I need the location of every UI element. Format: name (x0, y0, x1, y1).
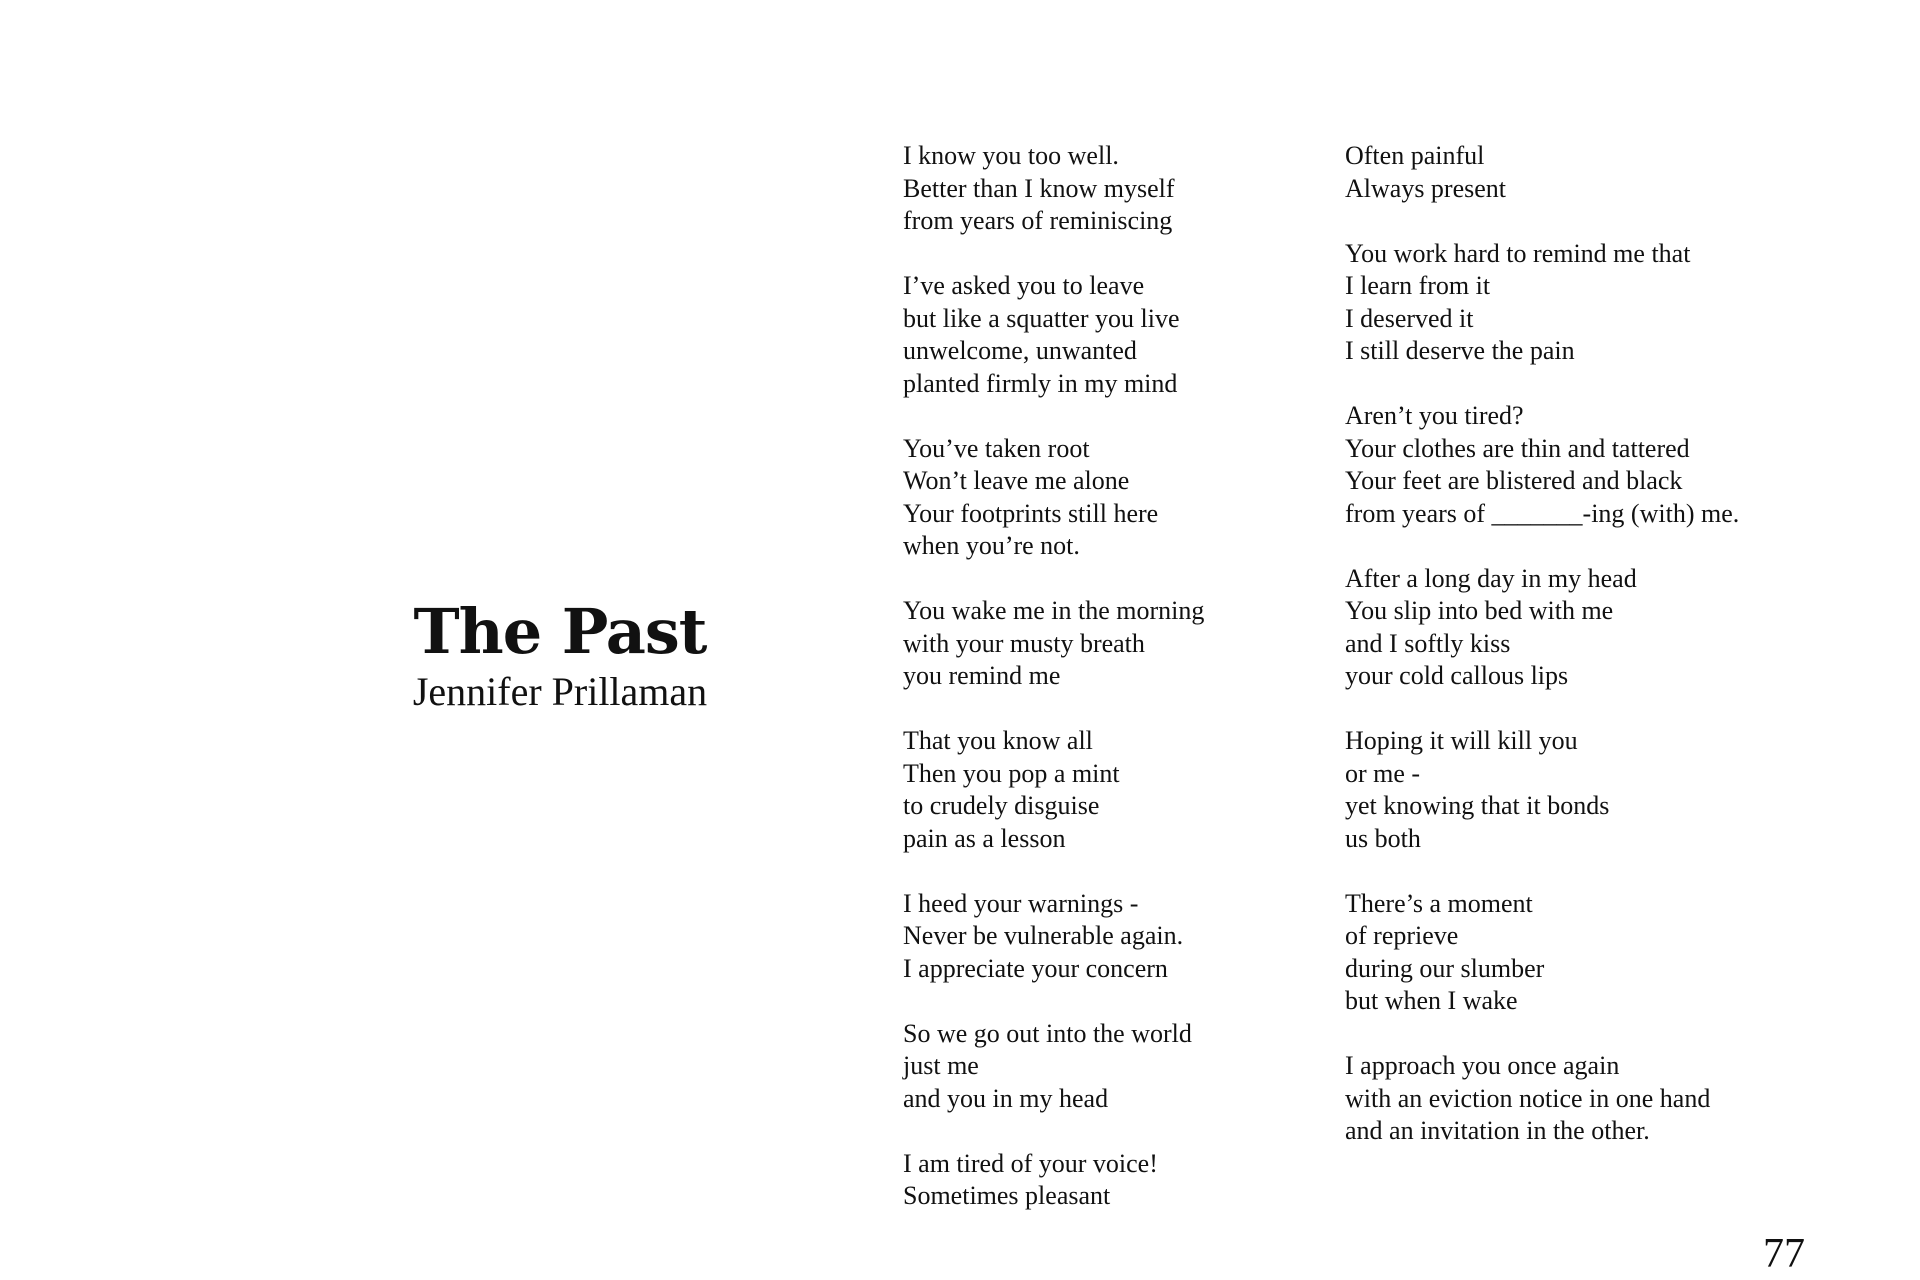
poem-line: Won’t leave me alone (903, 466, 1130, 495)
poem-line: I am tired of your voice! (903, 1148, 1158, 1178)
stanza (1345, 563, 1739, 693)
poem-line: Sometimes pleasant (903, 1181, 1111, 1210)
poem-line: or me - (1345, 758, 1421, 788)
poem-line: Hoping it will kill you (1345, 726, 1578, 755)
poem-line: planted firmly in my mind (903, 368, 1178, 398)
poem-line: yet knowing that it bonds (1345, 791, 1610, 820)
poem-line: I’ve asked you to leave (903, 271, 1145, 300)
poem-line: So we go out into the world (903, 1018, 1192, 1048)
stanza (1345, 725, 1739, 855)
poem-line: Better than I know myself (903, 173, 1175, 203)
poem-column-left (903, 140, 1204, 1245)
poem-line: There’s a moment (1345, 888, 1533, 918)
poem-line: Your footprints still here (903, 498, 1159, 528)
poem-line: I appreciate your concern (903, 953, 1168, 983)
poem-line: from years of reminiscing (903, 206, 1173, 235)
poem-line: with your musty breath (903, 628, 1145, 658)
poem-line: and you in my head (903, 1083, 1109, 1113)
stanza (903, 1018, 1204, 1116)
stanza (903, 888, 1204, 986)
stanza (903, 595, 1204, 693)
poem-line: from years of _______-ing (with) me. (1345, 498, 1740, 528)
poem-author: Jennifer Prillaman (412, 669, 708, 714)
poem-line: but when I wake (1345, 986, 1518, 1015)
poem-line: Aren’t you tired? (1345, 401, 1524, 430)
poem-line: Always present (1345, 173, 1507, 203)
poem-line: I deserved it (1345, 303, 1474, 333)
poem-line: Often painful (1345, 141, 1485, 170)
poem-line: I approach you once again (1345, 1051, 1620, 1080)
stanza (903, 270, 1204, 400)
poem-line: during our slumber (1345, 953, 1545, 983)
poem-line: Your feet are blistered and black (1345, 466, 1683, 495)
poem-line: You work hard to remind me that (1345, 238, 1691, 268)
poem-line: to crudely disguise (903, 791, 1100, 820)
poem-line: I still deserve the pain (1345, 336, 1575, 365)
poem-line: You’ve taken root (903, 433, 1090, 463)
poem-title: The Past (413, 595, 707, 668)
poem-line: After a long day in my head (1345, 563, 1637, 593)
poem-line: just me (903, 1051, 979, 1080)
poem-line: Your clothes are thin and tattered (1345, 433, 1690, 463)
stanza (903, 1148, 1204, 1213)
poem-line: and an invitation in the other. (1345, 1116, 1650, 1145)
stanza (1345, 888, 1739, 1018)
stanza (1345, 400, 1739, 530)
poem-line: That you know all (903, 726, 1093, 755)
stanza (1345, 1050, 1739, 1148)
poem-line: and I softly kiss (1345, 628, 1511, 658)
poem-line: of reprieve (1345, 921, 1459, 950)
stanza (903, 725, 1204, 855)
poem-heading (330, 595, 790, 715)
poem-line: I heed your warnings - (903, 888, 1139, 918)
poem-line: but like a squatter you live (903, 303, 1180, 333)
poem-line: I know you too well. (903, 141, 1119, 170)
stanza (1345, 140, 1739, 205)
poem-line: pain as a lesson (903, 823, 1066, 853)
poem-line: You wake me in the morning (903, 596, 1205, 625)
stanza (1345, 238, 1739, 368)
poem-line: Then you pop a mint (903, 758, 1120, 788)
poem-line: unwelcome, unwanted (903, 336, 1137, 365)
poem-line: Never be vulnerable again. (903, 921, 1184, 950)
page-number: 77 (1763, 1231, 1805, 1277)
poem-line: I learn from it (1345, 271, 1491, 300)
poem-line: you remind me (903, 661, 1061, 690)
stanza (903, 433, 1204, 563)
poem-line: You slip into bed with me (1345, 596, 1614, 625)
stanza (903, 140, 1204, 238)
poem-line: us both (1345, 823, 1421, 853)
poem-line: when you’re not. (903, 531, 1080, 560)
poem-column-right (1345, 140, 1739, 1180)
poem-line: with an eviction notice in one hand (1345, 1083, 1711, 1113)
poem-line: your cold callous lips (1345, 661, 1569, 690)
